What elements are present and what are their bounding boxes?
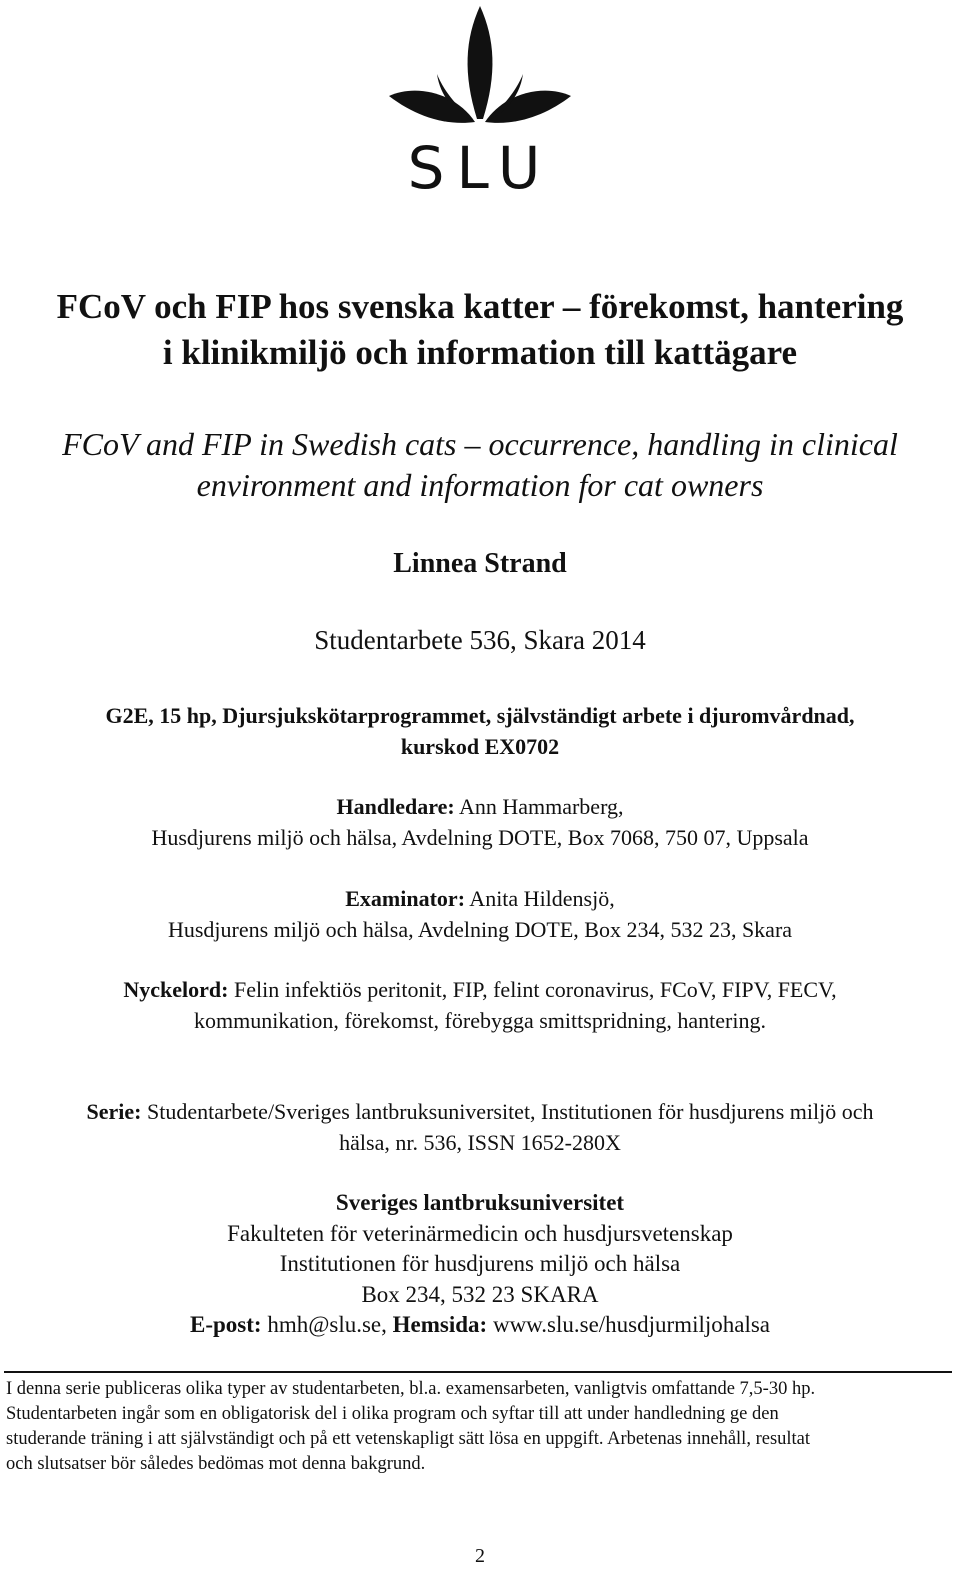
supervisor-block [0,791,960,853]
contact-line [0,1310,960,1341]
footnote-line-2: Studentarbeten ingår som en obligatorisk del i olika program och syftar till att under handledning ge den [6,1404,779,1424]
svg-text:SLU: SLU [407,134,553,194]
serie-line-1: Studentarbete/Sveriges lantbruksuniversitet, Institutionen för husdjurens miljö och [141,1099,874,1124]
serie-line-2: hälsa, nr. 536, ISSN 1652-280X [339,1130,621,1155]
keywords-block [0,974,960,1036]
department-name: Institutionen för husdjurens miljö och hälsa [279,1251,681,1276]
author-name: Linnea Strand [393,548,567,579]
title-en-line-1: FCoV and FIP in Swedish cats – occurrence, handling in clinical [62,426,898,462]
footnote-divider [4,1371,952,1373]
keywords-line-1: Felin infektiös peritonit, FIP, felint coronavirus, FCoV, FIPV, FECV, [228,977,837,1002]
course-line-1: G2E, 15 hp, Djursjukskötarprogrammet, självständigt arbete i djuromvårdnad, [105,703,855,728]
university-block [0,1188,960,1341]
faculty-name: Fakulteten för veterinärmedicin och husdjursvetenskap [227,1220,733,1246]
keywords-line-2: kommunikation, förekomst, förebygga smittspridning, hantering. [194,1008,766,1033]
serie-block [10,1096,950,1158]
examiner-label: Examinator: [345,886,466,911]
email-value: hmh@slu.se, [261,1312,393,1337]
supervisor-label: Handledare: [336,794,455,819]
course-info [0,700,960,762]
course-line-2: kurskod EX0702 [400,734,560,759]
page-number: 2 [475,1545,485,1567]
supervisor-address: Husdjurens miljö och hälsa, Avdelning DOTE, Box 7068, 750 07, Uppsala [151,825,809,850]
examiner-block [0,883,960,945]
thesis-title [0,284,960,376]
web-label: Hemsida: [392,1312,488,1337]
series-number: Studentarbete 536, Skara 2014 [314,625,646,655]
examiner-name: Anita Hildensjö, [465,886,615,911]
slu-logo [385,4,575,194]
keywords-label: Nyckelord: [123,977,229,1002]
footnote-line-3: studerande träning i att självständigt och på ett vetenskapligt sätt lösa en uppgift. Arbetenas innehåll, resultat [6,1429,811,1449]
university-name: Sveriges lantbruksuniversitet [335,1190,625,1215]
thesis-title-english [0,424,960,506]
web-value: www.slu.se/husdjurmiljohalsa [487,1312,770,1337]
footnote-line-4: och slutsatser bör således bedömas mot denna bakgrund. [6,1454,426,1474]
footnote [6,1377,951,1477]
university-address: Box 234, 532 23 SKARA [361,1281,599,1307]
slu-leaf-logo-icon [385,4,575,194]
title-line-1: FCoV och FIP hos svenska katter – förekomst, hantering [56,287,904,326]
supervisor-name: Ann Hammarberg, [454,794,624,819]
footnote-line-1: I denna serie publiceras olika typer av studentarbeten, bl.a. examensarbeten, vanligtvis omfattande 7,5-30 hp. [6,1379,816,1399]
examiner-address: Husdjurens miljö och hälsa, Avdelning DOTE, Box 234, 532 23, Skara [167,917,793,942]
title-line-2: i klinikmiljö och information till kattägare [162,333,798,372]
email-label: E-post: [190,1312,262,1337]
serie-label: Serie: [86,1099,142,1124]
title-en-line-2: environment and information for cat owners [196,467,764,503]
